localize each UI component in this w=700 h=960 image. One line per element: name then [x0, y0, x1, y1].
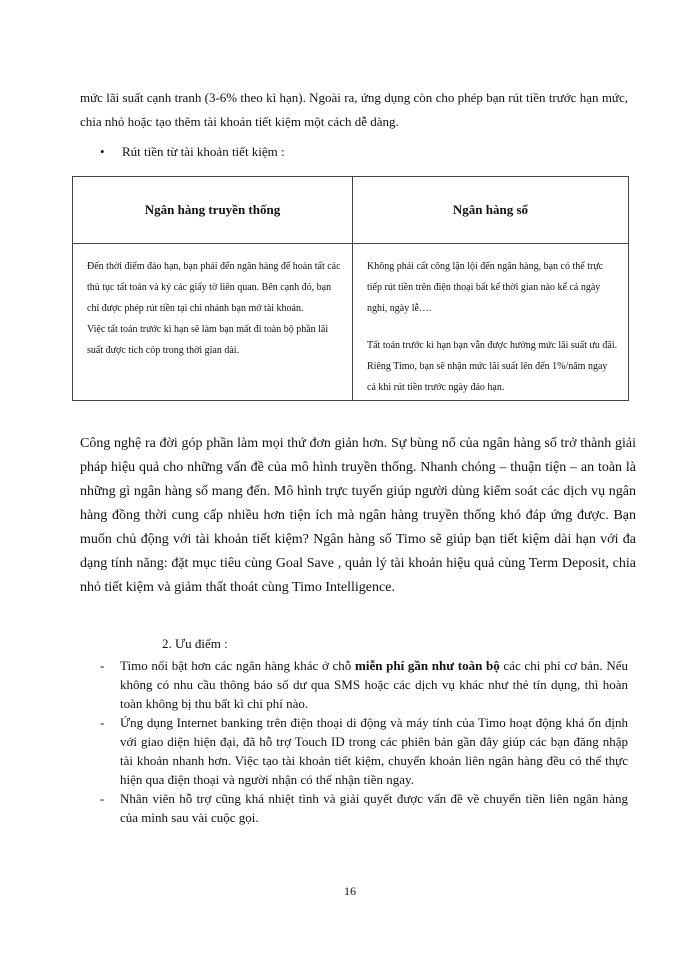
table-row	[73, 244, 629, 401]
dash-icon: -	[100, 715, 105, 730]
dash-icon: -	[100, 791, 105, 806]
comparison-table	[72, 176, 629, 401]
summary-paragraph: Công nghệ ra đời góp phần làm mọi thứ đơn giản hơn. Sự bùng nổ của ngân hàng số trở thành giải pháp hiệu quả cho những vấn đề của mô hình truyền thống. Nhanh chóng – thuận tiện – an toàn là những gì ngân hàng số mang đến. Mô hình trực tuyến giúp người dùng kiểm soát các dịch vụ ngân hàng đồng thời cung cấp nhiều hơn tiện ích mà ngân hàng truyền thống khó đáp ứng được. Bạn muốn chủ động với tài khoản tiết kiệm? Ngân hàng số Timo sẽ giúp bạn tiết kiệm dài hạn với đa dạng tính năng: đặt mục tiêu cùng Goal Save , quản lý tài khoản hiệu quả cùng Term Deposit, chia nhỏ tiết kiệm và giảm thất thoát cùng Timo Intelligence.	[80, 436, 636, 595]
bullet-icon: •	[100, 144, 105, 159]
bullet-heading-text: Rút tiền từ tài khoản tiết kiệm :	[122, 144, 285, 159]
traditional-text-2: Việc tất toán trước kì hạn sẽ làm bạn mất đi toàn bộ phần lãi suất được tích cóp trong thời gian dài.	[87, 324, 329, 356]
list-item	[100, 713, 628, 789]
intro-paragraph: mức lãi suất cạnh tranh (3-6% theo kì hạn). Ngoài ra, ứng dụng còn cho phép bạn rút tiền trước hạn mức, chia nhỏ hoặc tạo thêm tài khoản tiết kiệm một cách dễ dàng.	[80, 90, 628, 129]
bullet-heading	[100, 142, 285, 162]
traditional-text-1: Đến thời điểm đáo hạn, bạn phải đến ngân hàng để hoàn tất các thủ tục tất toán và ký các giấy tờ liên quan. Bên cạnh đó, bạn chỉ được phép rút tiền tại chi nhánh bạn mở tài khoản.	[87, 261, 341, 314]
cell-digital	[353, 244, 629, 401]
advantages-list	[100, 656, 628, 827]
advantage-3-text: Nhân viên hỗ trợ cũng khá nhiệt tình và giải quyết được vấn đề về chuyển tiền liên ngân hàng của mình sau vài cuộc gọi.	[120, 791, 628, 825]
page-number: 16	[344, 884, 356, 898]
section-heading: 2. Ưu điểm :	[162, 636, 228, 651]
list-item	[100, 656, 628, 713]
digital-text-1: Không phải cất công lặn lội đến ngân hàng, bạn có thể trực tiếp rút tiền trên điện thoại bất kể thời gian nào kể cả ngày nghỉ, ngày lễ….	[367, 261, 604, 314]
dash-icon: -	[100, 658, 105, 673]
list-item	[100, 789, 628, 827]
digital-text-2: Tất toán trước kì hạn bạn vẫn được hưởng mức lãi suất ưu đãi. Riêng Timo, bạn sẽ nhận mức lãi suất lên đến 1%/năm ngay cả khi rút tiền trước ngày đáo hạn.	[367, 340, 618, 393]
advantage-1-bold: miễn phí gần như toàn bộ	[355, 658, 500, 673]
advantage-2-text: Ứng dụng Internet banking trên điện thoại di động và máy tính của Timo hoạt động khá ổn định với giao diện hiện đại, đã hỗ trợ Touch ID trong các phiên bản gần đây giúp các bạn đăng nhập tài khoản nhanh hơn. Việc tạo tài khoản tiết kiệm, chuyển khoản liên ngân hàng đều có thể thực hiện qua điện thoại và người nhận có thể nhận tiền ngay.	[120, 715, 628, 787]
cell-traditional	[73, 244, 353, 401]
col-header-digital: Ngân hàng số	[353, 177, 629, 244]
advantage-1-before: Timo nổi bật hơn các ngân hàng khác ở chỗ	[120, 658, 355, 673]
table-header-row	[73, 177, 629, 244]
advantage-1-after: các chi phí cơ bản. Nếu không có nhu cầu thông báo số dư qua SMS hoặc các dịch vụ khác như thẻ tín dụng, thì hoàn toàn không bị thu bất kì chi phí nào.	[120, 658, 628, 711]
col-header-traditional: Ngân hàng truyền thống	[73, 177, 353, 244]
